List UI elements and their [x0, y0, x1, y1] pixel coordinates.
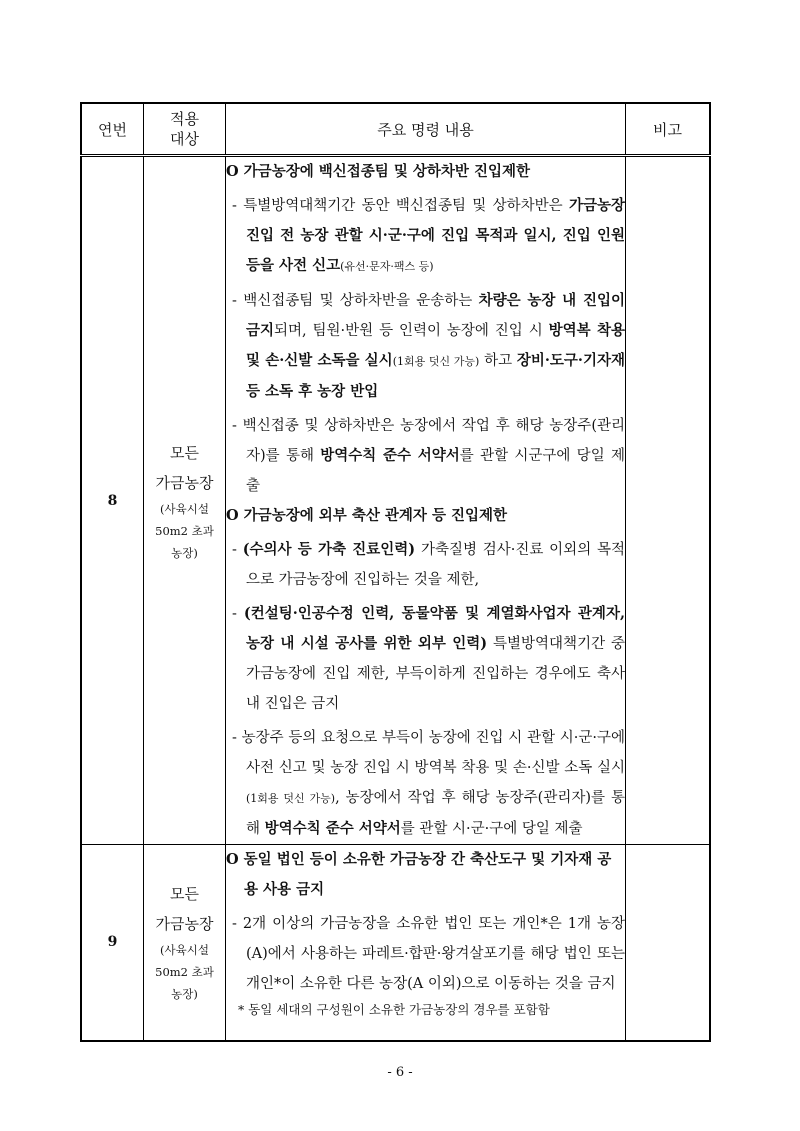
table-header-row [81, 103, 710, 156]
list-item: - 특별방역대책기간 동안 백신접종팀 및 상하차반은 가금농장 진입 전 농장 관할 시·군·구에 진입 목적과 일시, 진입 인원 등을 사전 신고(유선·문자·팩스 등) [232, 197, 625, 274]
header-target-line1: 적용 [170, 110, 199, 128]
list-item: - 2개 이상의 가금농장을 소유한 법인 또는 개인*은 1개 농장(A)에서 사용하는 파레트·합판·왕겨살포기를 해당 법인 또는 개인*이 소유한 다른 농장(A 이외)으로 이동하는 것을 금지 [232, 916, 625, 992]
target-sub-2: 50m2 초과 [155, 523, 214, 538]
section-title: O 동일 법인 등이 소유한 가금농장 간 축산도구 및 기자재 공용 사용 금지 [226, 851, 612, 898]
list-item: - 백신접종팀 및 상하차반을 운송하는 차량은 농장 내 진입이 금지되며, 팀원·반원 등 인력이 농장에 진입 시 방역복 착용 및 손·신발 소독을 실시(1회용 덧신 가능) 하고 장비·도구·기자재 등 소독 후 농장 반입 [232, 292, 625, 400]
section-title: O 가금농장에 외부 축산 관계자 등 진입제한 [226, 507, 508, 524]
target-cell [144, 845, 226, 1041]
target-sub-1: (사육시설 [160, 943, 209, 958]
target-sub-3: 농장) [171, 987, 198, 1002]
row-number: 8 [81, 156, 144, 845]
target-main-2: 가금농장 [155, 473, 214, 492]
order-table [80, 102, 711, 1042]
target-main-2: 가금농장 [155, 915, 214, 934]
table-row [81, 156, 710, 845]
header-content: 주요 명령 내용 [226, 103, 626, 156]
list-item: - (컨설팅·인공수정 인력, 동물약품 및 계열화사업자 관계자, 농장 내 시설 공사를 위한 외부 인력) 특별방역대책기간 중 가금농장에 진입 제한, 부득이하게 진입하는 경우에도 축사 내 진입은 금지 [232, 605, 626, 712]
footnote: * 동일 세대의 구성원이 소유한 가금농장의 경우를 포함함 [238, 1002, 550, 1017]
row-number: 9 [81, 845, 144, 1041]
page-number: - 6 - [387, 1065, 413, 1080]
remark-cell [626, 845, 711, 1041]
list-item: - 백신접종 및 상하차반은 농장에서 작업 후 해당 농장주(관리자)를 통해 방역수칙 준수 서약서를 관할 시군구에 당일 제출 [232, 418, 625, 494]
section-title: O 가금농장에 백신접종팀 및 상하차반 진입제한 [226, 163, 531, 180]
list-item: - 농장주 등의 요청으로 부득이 농장에 진입 시 관할 시·군·구에 사전 신고 및 농장 진입 시 방역복 착용 및 손·신발 소독 실시(1회용 덧신 가능), 농장에서 작업 후 해당 농장주(관리자)를 통해 방역수칙 준수 서약서를 관할 시·군·구에 당일 제출 [232, 730, 625, 837]
content-cell [226, 156, 626, 845]
remark-cell [626, 156, 711, 845]
header-target [144, 103, 226, 156]
target-main-1: 모든 [170, 885, 199, 904]
header-remark: 비고 [626, 103, 711, 156]
table-row [81, 845, 710, 1041]
target-sub-3: 농장) [171, 545, 198, 560]
target-cell [144, 156, 226, 845]
list-item: - (수의사 등 가축 진료인력) 가축질병 검사·진료 이외의 목적으로 가금농장에 진입하는 것을 제한, [232, 541, 625, 588]
content-cell [226, 845, 626, 1041]
target-sub-2: 50m2 초과 [155, 965, 214, 980]
target-main-1: 모든 [170, 443, 199, 462]
header-no: 연번 [81, 103, 144, 156]
header-target-line2: 대상 [170, 130, 199, 148]
target-sub-1: (사육시설 [160, 501, 209, 516]
